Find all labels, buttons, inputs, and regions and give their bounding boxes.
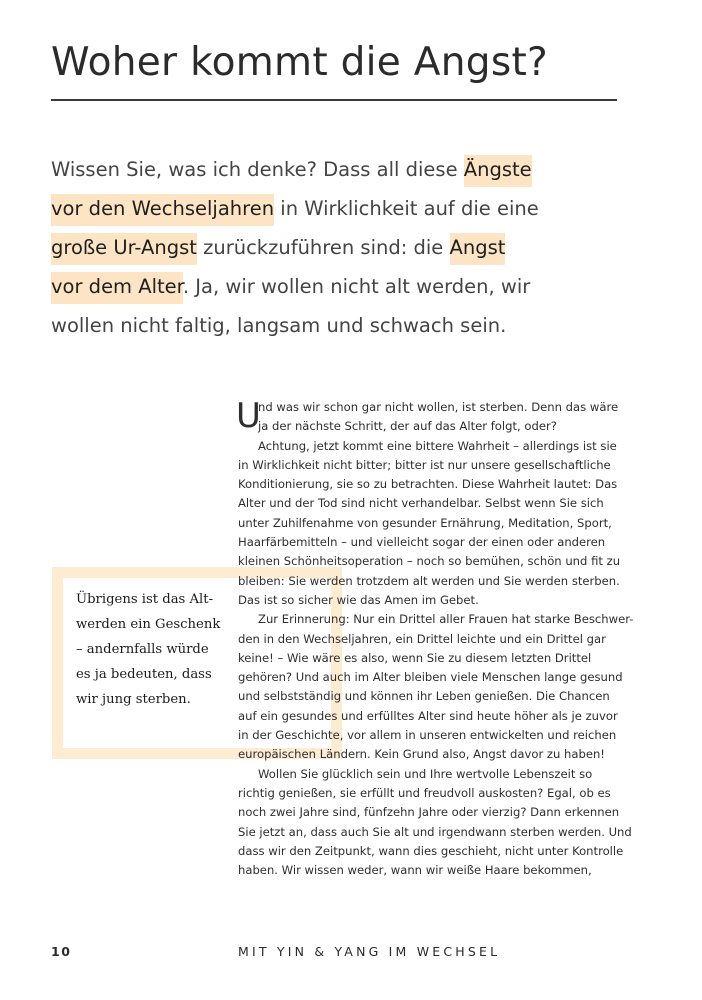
body-line: europäischen Ländern. Kein Grund also, Angst davor zu haben! bbox=[238, 747, 605, 762]
drop-cap: U bbox=[236, 396, 261, 436]
body-line: Alter und der Tod sind nicht verhandelbar. Selbst wenn Sie sich bbox=[238, 496, 604, 511]
body-line: bleiben: Sie werden trotzdem alt werden und Sie werden sterben. bbox=[238, 573, 620, 588]
intro-line bbox=[51, 267, 651, 306]
intro-text: zurückzuführen sind: die bbox=[196, 236, 450, 259]
first-paragraph-opening bbox=[238, 398, 618, 437]
title-rule bbox=[51, 99, 617, 101]
body-lines bbox=[238, 437, 634, 881]
body-text bbox=[236, 396, 634, 880]
body-line: Wollen Sie glücklich sein und Ihre wertvolle Lebenszeit so bbox=[258, 766, 593, 781]
body-line: Haarfärbemitteln – und vielleicht sogar der einen oder anderen bbox=[238, 535, 606, 550]
body-line: unter Zuhilfenahme von gesunder Ernährung, Meditation, Sport, bbox=[238, 515, 612, 530]
body-line: gehören? Und auch im Alter bleiben viele Menschen lange gesund bbox=[238, 670, 623, 685]
intro-line bbox=[51, 306, 651, 345]
body-line: haben. Wir wissen weder, wann wir weiße Haare bekommen, bbox=[238, 863, 592, 878]
intro-line bbox=[51, 189, 651, 228]
body-line: und selbstständig und können ihr Leben genießen. Die Chancen bbox=[238, 689, 610, 704]
body-line: Das ist so sicher wie das Amen im Gebet. bbox=[238, 592, 479, 607]
body-line: dass wir den Zeitpunkt, wann dies geschieht, nicht unter Kontrolle bbox=[238, 843, 624, 858]
intro-text: in Wirklichkeit auf die eine bbox=[274, 197, 539, 220]
body-line: in Wirklichkeit nicht bitter; bitter ist nur unsere gesellschaftliche bbox=[238, 457, 611, 472]
body-line: kleinen Schönheitsoperation – noch so bemühen, schön und fit zu bbox=[238, 554, 621, 569]
intro-text: wollen nicht faltig, langsam und schwach sein. bbox=[51, 314, 507, 337]
running-head: MIT YIN & YANG IM WECHSEL bbox=[238, 944, 501, 959]
highlighted-phrase: Ängste bbox=[464, 155, 532, 187]
page-number: 10 bbox=[51, 944, 72, 959]
highlighted-phrase: vor dem Alter bbox=[51, 272, 183, 304]
highlighted-phrase: Angst bbox=[450, 233, 506, 265]
intro-line bbox=[51, 150, 651, 189]
intro-line bbox=[51, 228, 651, 267]
intro-paragraph bbox=[51, 150, 651, 345]
body-line: Achtung, jetzt kommt eine bittere Wahrheit – allerdings ist sie bbox=[258, 438, 617, 453]
body-line: Zur Erinnerung: Nur ein Drittel aller Frauen hat starke Beschwer- bbox=[258, 612, 634, 627]
page-title: Woher kommt die Angst? bbox=[51, 40, 549, 85]
intro-text: Wissen Sie, was ich denke? Dass all diese bbox=[51, 158, 464, 181]
body-line: ja der nächste Schritt, der auf das Alter folgt, oder? bbox=[258, 419, 557, 434]
highlighted-phrase: große Ur-Angst bbox=[51, 233, 197, 265]
body-line: auf ein gesundes und erfülltes Alter sind heute höher als je zuvor bbox=[238, 708, 618, 723]
body-line: in der Geschichte, vor allem in unseren entwickelten und reichen bbox=[238, 728, 617, 743]
body-line: Sie jetzt an, dass auch Sie alt und irgendwann sterben werden. Und bbox=[238, 824, 632, 839]
intro-text: . Ja, wir wollen nicht alt werden, wir bbox=[182, 275, 531, 298]
body-line: nd was wir schon gar nicht wollen, ist sterben. Denn das wäre bbox=[258, 400, 619, 414]
body-line: Konditionierung, sie so zu betrachten. Diese Wahrheit lautet: Das bbox=[238, 477, 618, 492]
body-line: den in den Wechseljahren, ein Drittel leichte und ein Drittel gar bbox=[238, 631, 606, 646]
quote-box-text: Übrigens ist das Altwerden ein Geschenk – andernfalls würde es ja bedeuten, dass wir jung sterben. bbox=[76, 587, 226, 712]
highlighted-phrase: vor den Wechseljahren bbox=[51, 194, 274, 226]
body-line: noch zwei Jahre sind, fünfzehn Jahre oder vierzig? Dann erkennen bbox=[238, 805, 620, 820]
body-line: richtig genießen, sie erfüllt und freudvoll auskosten? Egal, ob es bbox=[238, 785, 611, 800]
body-line: keine! – Wie wäre es also, wenn Sie zu diesem letzten Drittel bbox=[238, 650, 592, 665]
